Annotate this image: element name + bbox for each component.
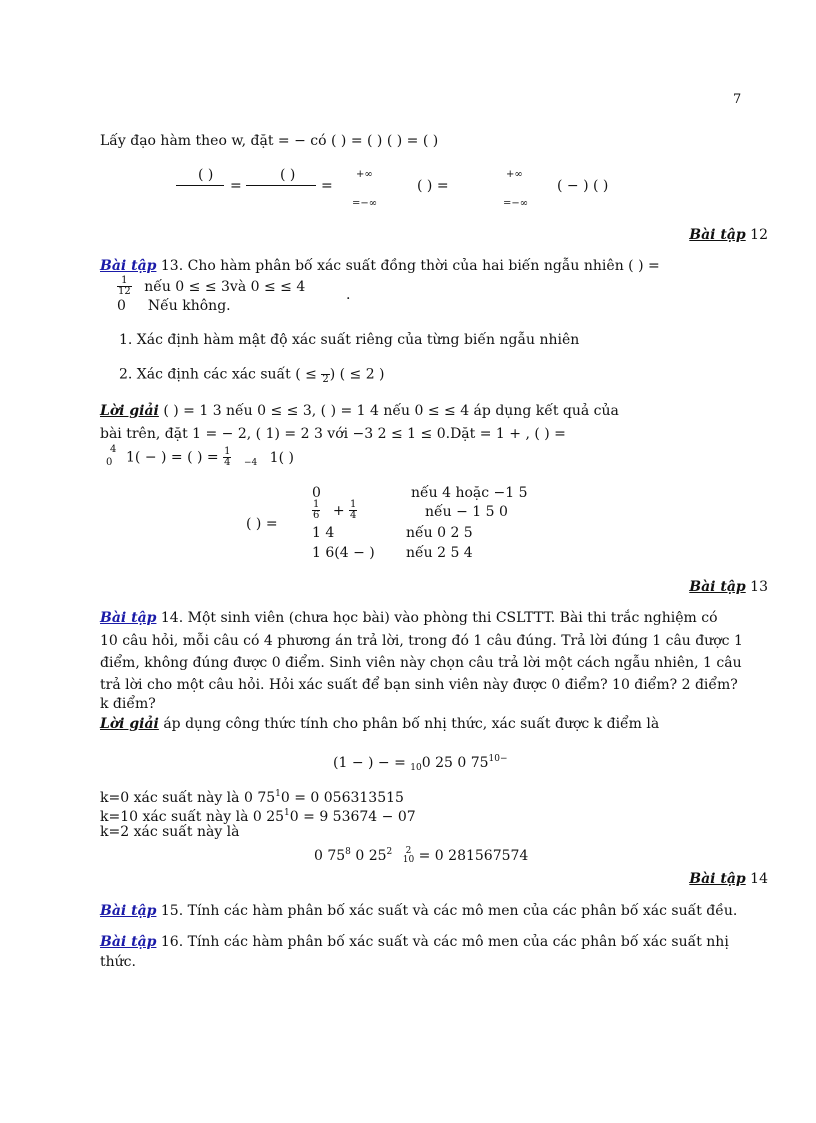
ex16-link[interactable]: Bài tập bbox=[100, 934, 157, 950]
pw-lhs: ( ) = bbox=[246, 516, 278, 532]
ex15: Bài tập 15. Tính các hàm phân bố xác suất và các mô men của các phân bố xác suất đều. bbox=[100, 903, 738, 919]
sol14-result-3: k=2 xác suất này là bbox=[100, 824, 240, 840]
sol14-line1: Lời giải áp dụng công thức tính cho phân bố nhị thức, xác suất được k điểm là bbox=[100, 716, 660, 732]
ex13-link[interactable]: Bài tập bbox=[100, 258, 157, 274]
end-ex13: Bài tập 13 bbox=[689, 579, 768, 595]
pw-row-2-cond: nếu − 1 5 0 bbox=[425, 504, 508, 520]
ex13-case2: 0 Nếu không. bbox=[117, 298, 231, 314]
sol13-line2: bài trên, đặt 1 = − 2, ( 1) = 2 3 với −3 2 ≤ 1 ≤ 0.Dặt = 1 + , ( ) = bbox=[100, 426, 566, 442]
eq1-mid: ( ) = bbox=[417, 178, 449, 194]
eq1-lim-top2: +∞ bbox=[506, 169, 523, 180]
ex14-line1: Bài tập 14. Một sinh viên (chưa học bài) vào phòng thi CSLTTT. Bài thi trắc nghiệm có bbox=[100, 610, 718, 626]
sol14-formula: (1 − ) − = $_{10}$0 25 0 $75^{10-}$ bbox=[333, 754, 508, 773]
sol14-label: Lời giải bbox=[100, 716, 159, 732]
end-ex12-num: 12 bbox=[750, 227, 768, 243]
ex13-item-1: 1. Xác định hàm mật độ xác suất riêng của từng biến ngẫu nhiên bbox=[119, 332, 580, 348]
eq1-num2: ( ) bbox=[280, 167, 296, 183]
eq1-lim-bot1: =−∞ bbox=[352, 198, 378, 209]
sol13-line1: Lời giải ( ) = 1 3 nếu 0 ≤ ≤ 3, ( ) = 1 4 nếu 0 ≤ ≤ 4 áp dụng kết quả của bbox=[100, 403, 619, 419]
end-ex14: Bài tập 14 bbox=[689, 871, 768, 887]
pw-row-2-val: $\frac{1}{6}$ + $\frac{1}{4}$ bbox=[313, 499, 357, 521]
ex13-text: 13. Cho hàm phân bố xác suất đồng thời của hai biến ngẫu nhiên ( ) = bbox=[156, 258, 660, 274]
ex13-frac: $\frac{1}{12}$ bbox=[118, 275, 131, 297]
sol13-int-bot: 0 bbox=[106, 457, 113, 468]
pw-row-1-cond: nếu 4 hoặc −1 5 bbox=[411, 485, 528, 501]
ex13-header bbox=[100, 257, 660, 275]
eq1-num1: ( ) bbox=[198, 167, 214, 183]
eq1-lim-top1: +∞ bbox=[356, 169, 373, 180]
ex14-line5: k điểm? bbox=[100, 696, 156, 712]
pw-row-4-cond: nếu 2 5 4 bbox=[406, 545, 473, 561]
sol14-result-2: k=10 xác suất này là 0 $25^10 = 9$ 53674 − 07 bbox=[100, 808, 416, 825]
ex13-case1: $\frac{1}{12}$ nếu 0 ≤ ≤ 3và 0 ≤ ≤ 4 bbox=[118, 275, 306, 297]
eq1-eq-b: = bbox=[321, 178, 333, 194]
eq1-lim-bot2: =−∞ bbox=[503, 198, 529, 209]
sol14-result-3-formula: 0 $75^8$ 0 $25^2$ 2 10 = 0 281567574 bbox=[314, 846, 529, 865]
pw-row-4-val: 1 6(4 − ) bbox=[312, 545, 375, 561]
ex13-dot: . bbox=[346, 287, 351, 303]
sol14-result-1: k=0 xác suất này là 0 $75^10 = 0$ 056313515 bbox=[100, 789, 404, 806]
ex14-line4: trả lời cho một câu hỏi. Hỏi xác suất để bạn sinh viên này được 0 điểm? 10 điểm? 2 điểm? bbox=[100, 677, 738, 693]
ex14-link[interactable]: Bài tập bbox=[100, 610, 157, 626]
ex13-item-2: 2. Xác định các xác suất ( ≤ 2 ) ( ≤ 2 ) bbox=[119, 364, 385, 385]
ex14-line2: 10 câu hỏi, mỗi câu có 4 phương án trả lời, trong đó 1 câu đúng. Trả lời đúng 1 câu được 1 bbox=[100, 633, 743, 649]
ex14-line3: điểm, không đúng được 0 điểm. Sinh viên này chọn câu trả lời một cách ngẫu nhiên, 1 câu bbox=[100, 655, 742, 671]
sol13-int-top: 4 bbox=[110, 444, 117, 455]
intro-line: Lấy đạo hàm theo w, đặt = − có ( ) = ( ) ( ) = ( ) bbox=[100, 133, 439, 149]
sol13-label: Lời giải bbox=[100, 403, 159, 419]
ex16-line2: thức. bbox=[100, 954, 136, 970]
sol13-line3: 1( − ) = ( ) = $\frac{1}{4}$ $_{-4}$ 1( ) bbox=[126, 446, 294, 468]
pw-row-3-val: 1 4 bbox=[312, 525, 335, 541]
pw-row-3-cond: nếu 0 2 5 bbox=[406, 525, 473, 541]
eq1-eq-a: = bbox=[230, 178, 242, 194]
end-ex12-label: Bài tập bbox=[689, 227, 746, 243]
ex16-line1: Bài tập 16. Tính các hàm phân bố xác suất và các mô men của các phân bố xác suất nhị bbox=[100, 934, 729, 950]
end-ex12 bbox=[689, 226, 768, 244]
pw-row-1-val: 0 bbox=[312, 485, 321, 501]
ex15-link[interactable]: Bài tập bbox=[100, 903, 157, 919]
page-number: 7 bbox=[733, 92, 742, 107]
eq1-tail: ( − ) ( ) bbox=[557, 178, 609, 194]
